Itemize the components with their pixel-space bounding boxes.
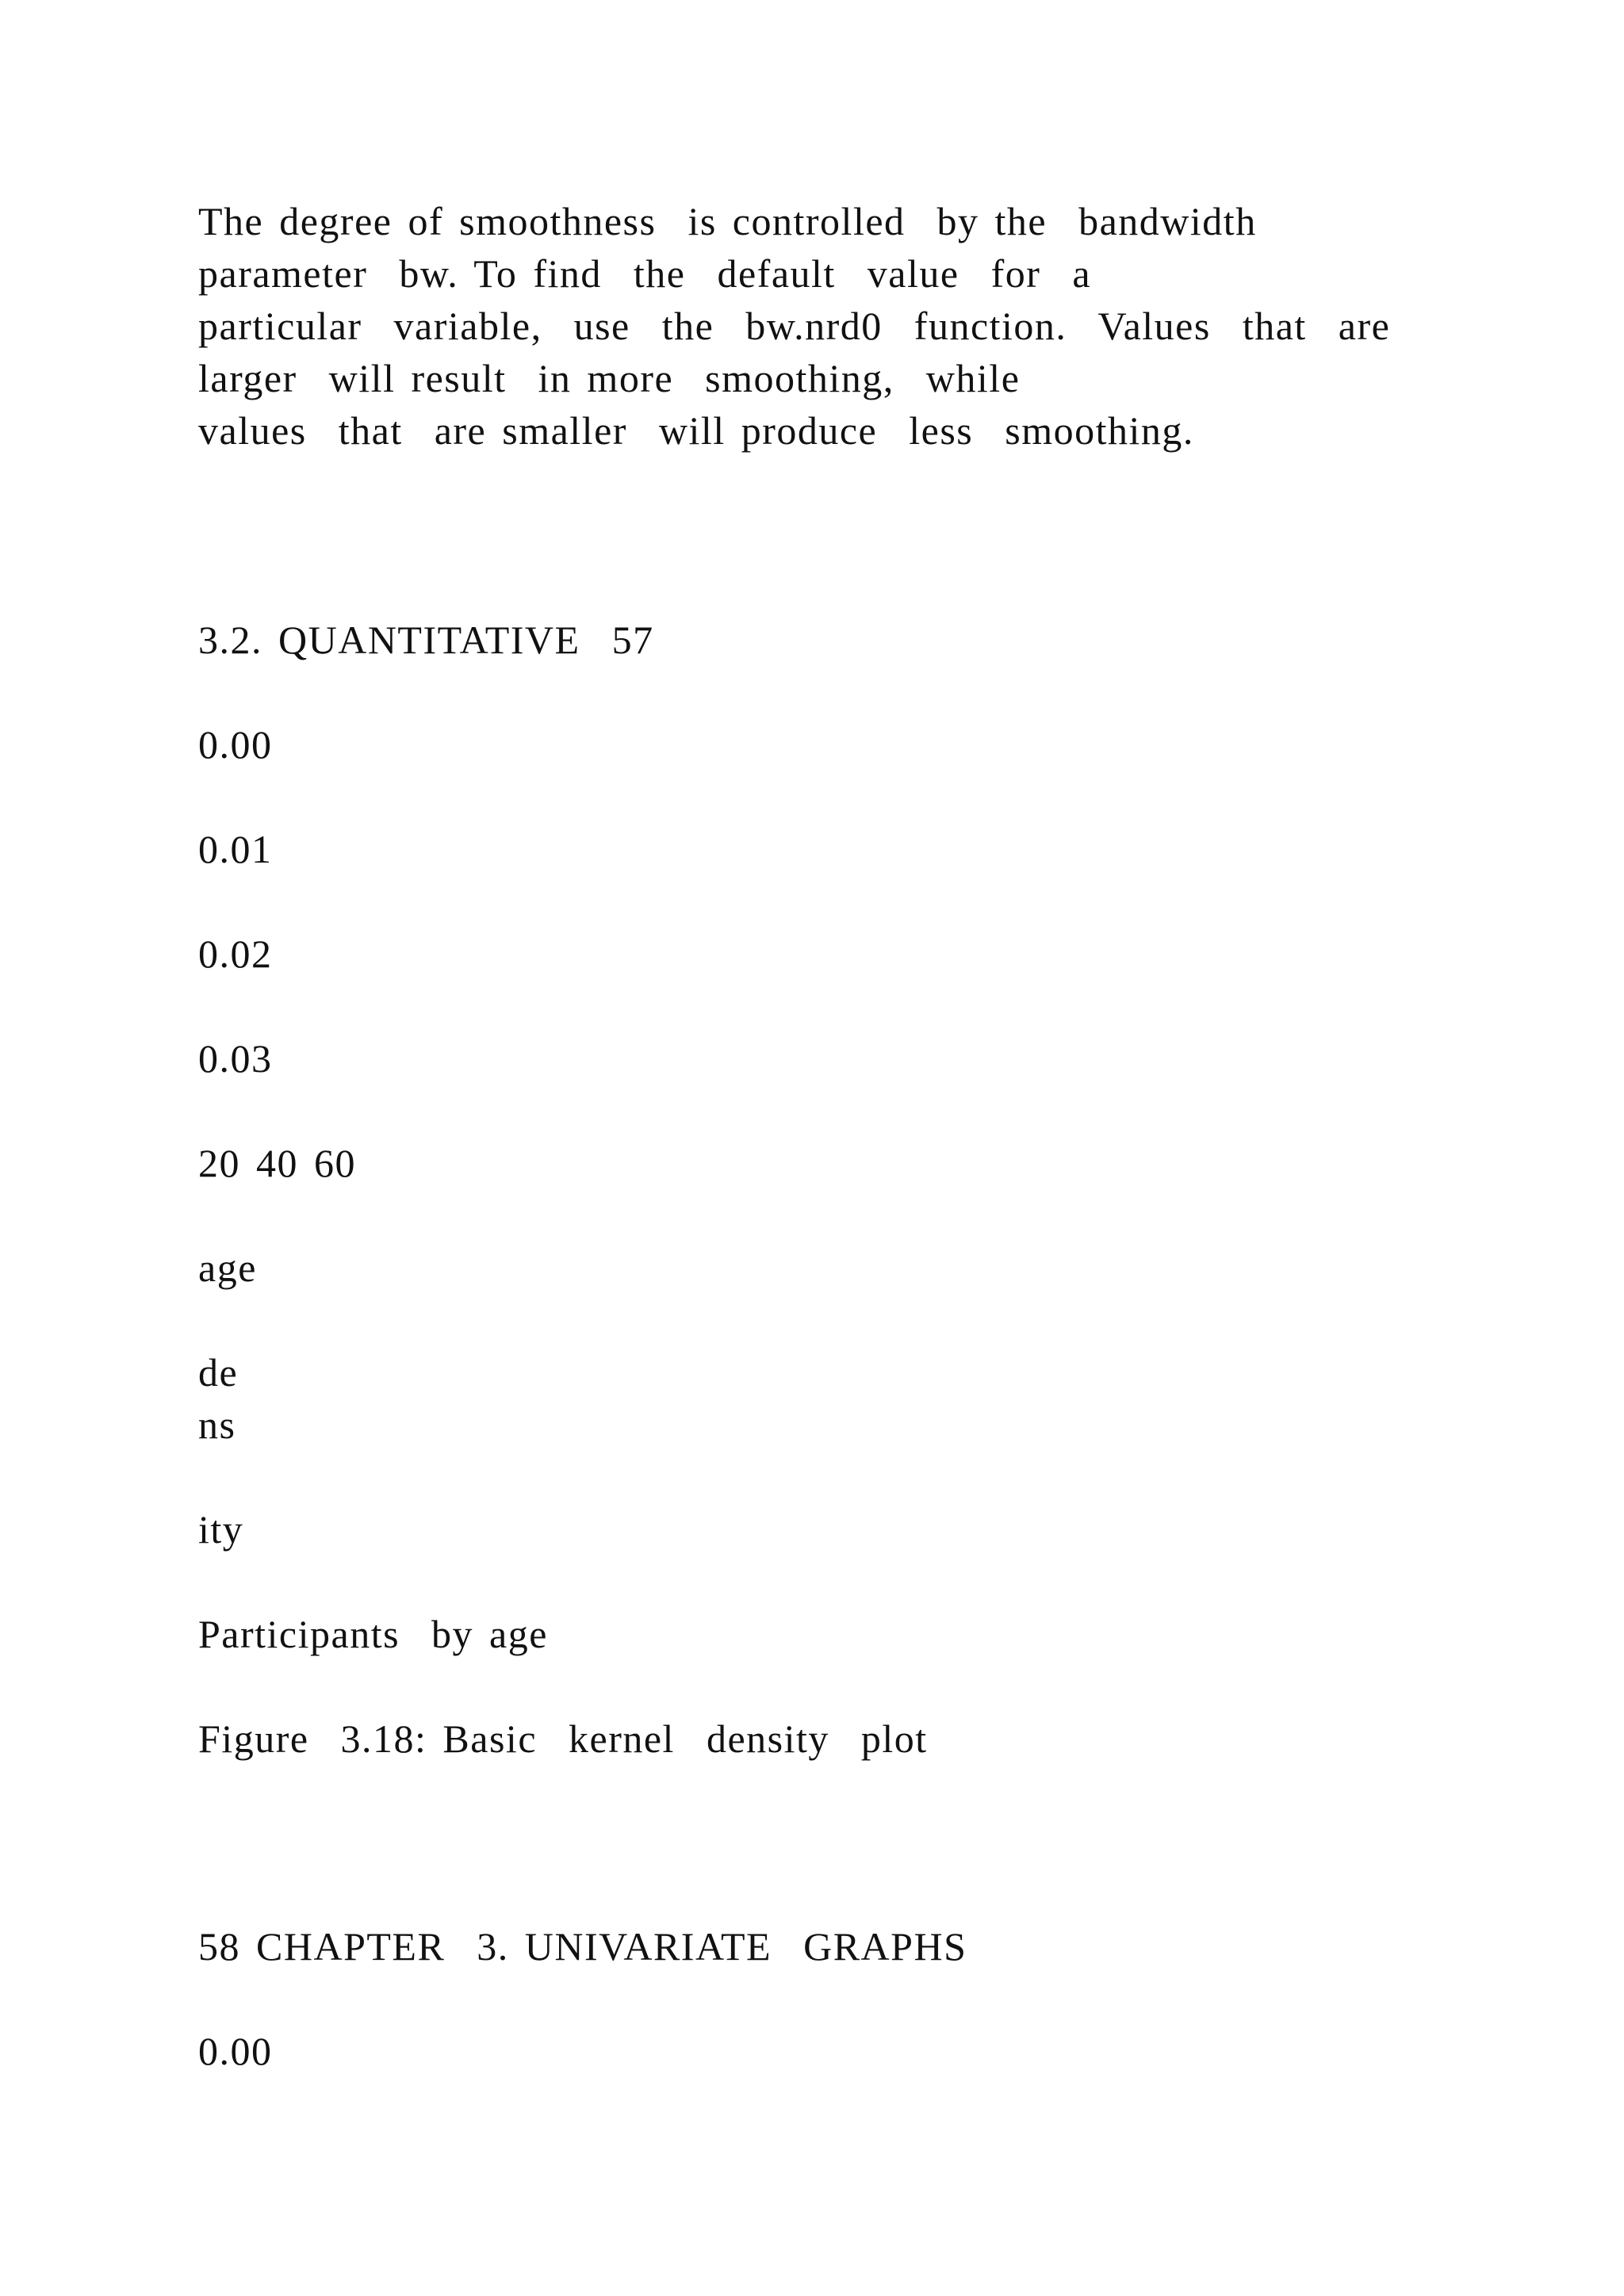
x-axis-label: age <box>198 1246 257 1290</box>
figure-caption: Figure 3.18: Basic kernel density plot <box>198 1716 928 1761</box>
y-axis-label-part-1: de <box>198 1350 239 1395</box>
y-axis-label-part-2: ns <box>198 1402 236 1447</box>
section-header: 3.2. QUANTITATIVE 57 <box>198 618 654 662</box>
paragraph-line-4: larger will result in more smoothing, while <box>198 356 1021 400</box>
paragraph-line-1: The degree of smoothness is controlled by the bandwidth <box>198 199 1257 243</box>
plot-title: Participants by age <box>198 1612 548 1656</box>
paragraph-line-5: values that are smaller will produce less smoothing. <box>198 408 1194 453</box>
y-tick-label-1: 0.01 <box>198 827 273 871</box>
y-tick-label-0: 0.00 <box>198 722 273 767</box>
chapter-header: 58 CHAPTER 3. UNIVARIATE GRAPHS <box>198 1924 967 1969</box>
x-tick-labels: 20 40 60 <box>198 1141 356 1185</box>
paragraph-line-2: parameter bw. To find the default value for a <box>198 251 1092 296</box>
y-tick-label-2: 0.02 <box>198 932 273 976</box>
y-axis-label-part-3: ity <box>198 1507 244 1552</box>
paragraph-line-3: particular variable, use the bw.nrd0 function. Values that are <box>198 304 1391 348</box>
trailing-tick-label: 0.00 <box>198 2029 273 2073</box>
y-tick-label-3: 0.03 <box>198 1036 273 1081</box>
